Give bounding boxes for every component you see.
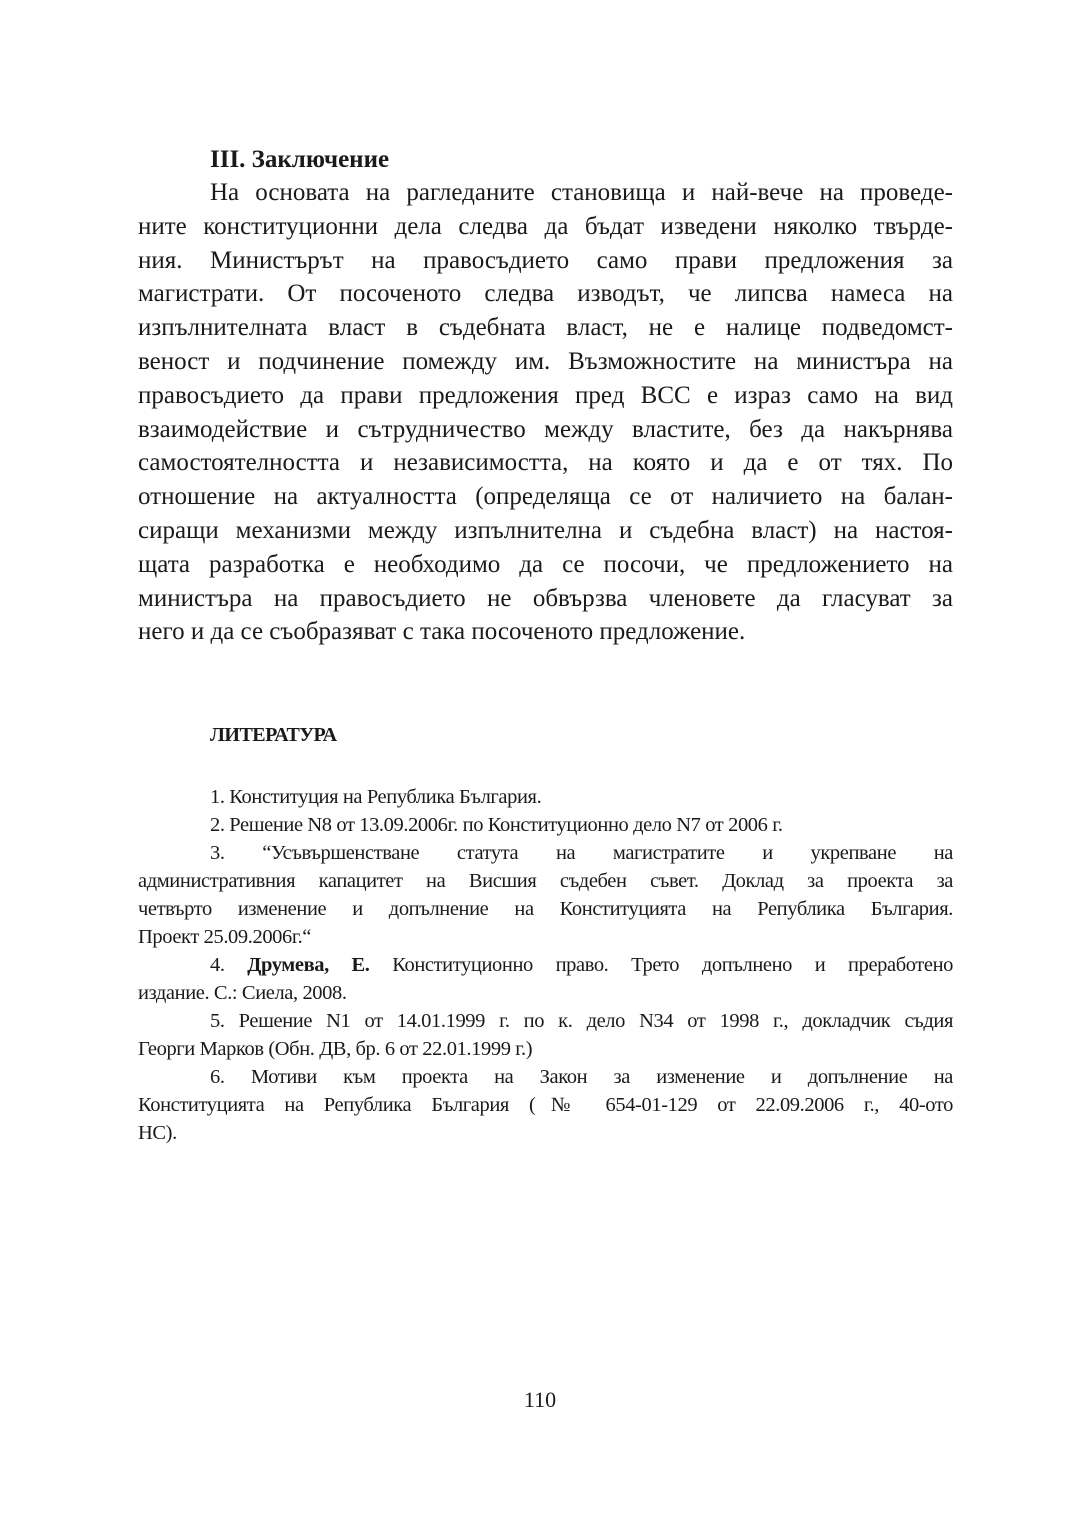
reference-line: административния капацитет на Висшия съдебен съвет. Доклад за проекта за — [138, 870, 953, 892]
paragraph-line: На основата на рагледаните становища и най-вече на проведе- — [210, 179, 953, 206]
reference-item-5 — [138, 1007, 953, 1063]
reference-line: НС). — [138, 1122, 177, 1144]
reference-item-1 — [138, 783, 953, 811]
reference-line: Проект 25.09.2006г.“ — [138, 926, 311, 948]
reference-line: издание. С.: Сиела, 2008. — [138, 982, 347, 1004]
reference-line: Конституцията на Република България (№ 654-01-129 от 22.09.2006 г., 40-ото — [138, 1094, 953, 1116]
paragraph-line: правосъдието да прави предложения пред ВСС е израз само на вид — [138, 381, 953, 409]
reference-number: 4. — [210, 954, 248, 976]
reference-item-4 — [138, 951, 953, 1007]
reference-author: Друмева, Е. — [247, 954, 370, 976]
reference-line: 1. Конституция на Република България. — [210, 786, 542, 808]
paragraph-line: самостоятелността и независимостта, на която и да е от тях. По — [138, 449, 953, 477]
reference-line — [138, 951, 953, 979]
paragraph-line: взаимодействие и сътрудничество между властите, без да накърнява — [138, 415, 953, 443]
reference-line: 3. “Усъвършенстване статута на магистратите и укрепване на — [210, 842, 953, 864]
paragraph-line: ните конституционни дела следва да бъдат изведени няколко твърде- — [138, 212, 953, 240]
paragraph-line: щата разработка е необходимо да се посочи, че предложението на — [138, 550, 953, 578]
paragraph-line: веност и подчинение помежду им. Възможностите на министъра на — [138, 347, 953, 375]
paragraph-line: сиращи механизми между изпълнителна и съдебна власт) на настоя- — [138, 516, 953, 544]
reference-line: 6. Мотиви към проекта на Закон за изменение и допълнение на — [210, 1066, 953, 1088]
paragraph-line: изпълнителната власт в съдебната власт, не е налице подведомст- — [138, 314, 953, 342]
literature-heading: ЛИТЕРАТУРА — [210, 724, 337, 746]
paragraph-line: него и да се съобразяват с така посоченото предложение. — [138, 618, 746, 646]
paragraph-line: ния. Министърът на правосъдието само прави предложения за — [138, 246, 953, 274]
reference-list — [138, 783, 953, 1147]
reference-line: 2. Решение N8 от 13.09.2006г. по Конституционно дело N7 от 2006 г. — [210, 814, 783, 836]
conclusion-paragraph — [138, 176, 953, 649]
paragraph-line: магистрати. От посоченото следва изводът, че липсва намеса на — [138, 280, 953, 308]
reference-item-2 — [138, 811, 953, 839]
reference-line: 5. Решение N1 от 14.01.1999 г. по к. дело N34 от 1998 г., докладчик съдия — [210, 1010, 953, 1032]
page-number: 110 — [523, 1387, 557, 1412]
paragraph-line: отношение на актуалността (определяща се от наличието на балан- — [138, 483, 953, 511]
reference-item-3 — [138, 839, 953, 951]
paragraph-line: министъра на правосъдието не обвързва членовете да гласуват за — [138, 584, 953, 612]
reference-text: Конституционно право. Трето допълнено и преработено — [369, 954, 953, 976]
section-heading: III. Заключение — [210, 146, 390, 173]
reference-item-6 — [138, 1063, 953, 1147]
reference-line: четвърто изменение и допълнение на Конституцията на Република България. — [138, 898, 953, 920]
reference-line: Георги Марков (Обн. ДВ, бр. 6 от 22.01.1999 г.) — [138, 1038, 533, 1060]
